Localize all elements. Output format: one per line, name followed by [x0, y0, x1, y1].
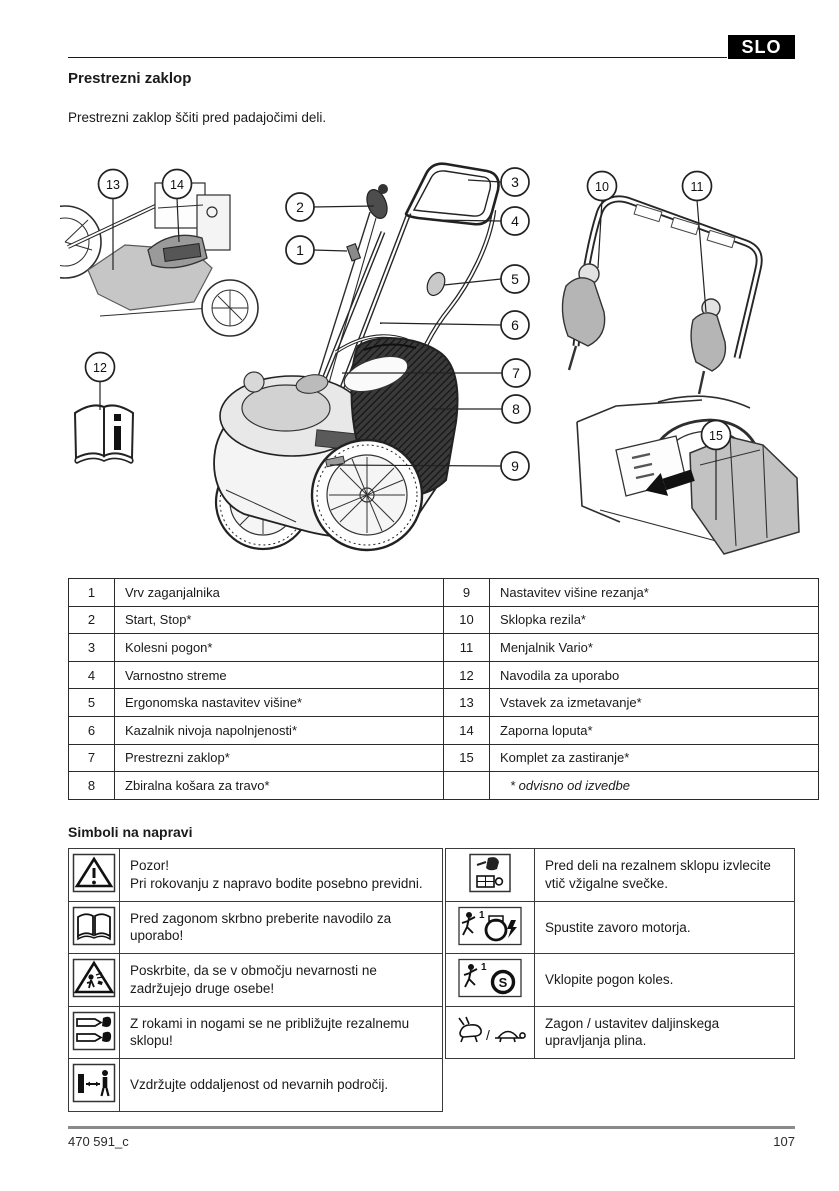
part-number: 12 [444, 661, 490, 689]
part-number: 14 [444, 716, 490, 744]
page-title: Prestrezni zaklop [68, 70, 192, 87]
part-label: Vrv zaganjalnika [115, 579, 444, 607]
parts-row [69, 716, 819, 744]
part-number: 6 [69, 716, 115, 744]
part-label: Komplet za zastiranje* [490, 744, 819, 772]
parts-row [69, 661, 819, 689]
symbol-row [69, 1059, 443, 1112]
intro-text: Prestrezni zaklop ščiti pred padajočimi deli. [68, 110, 327, 125]
svg-text:13: 13 [106, 178, 120, 192]
page-number: 107 [773, 1134, 795, 1149]
svg-text:12: 12 [93, 361, 107, 375]
part-label: Vstavek za izmetavanje* [490, 689, 819, 717]
svg-text:9: 9 [511, 458, 519, 474]
parts-table [68, 578, 819, 800]
part-label: Start, Stop* [115, 606, 444, 634]
part-number [444, 772, 490, 800]
vario-lever [691, 299, 725, 394]
part-number: 10 [444, 606, 490, 634]
svg-text:2: 2 [296, 199, 304, 215]
callout-3 [501, 168, 529, 196]
svg-text:3: 3 [511, 174, 519, 190]
part-number: 8 [69, 772, 115, 800]
svg-text:1: 1 [481, 962, 487, 974]
callout-10 [588, 172, 617, 201]
table-footnote: * odvisno od izvedbe [490, 772, 819, 800]
symbol-row [446, 901, 795, 954]
header-divider [68, 57, 727, 58]
part-number: 2 [69, 606, 115, 634]
mulch-wedge [690, 437, 799, 554]
svg-text:14: 14 [170, 178, 184, 192]
language-badge: SLO [728, 35, 795, 59]
cutting-deck-icon [69, 1006, 120, 1059]
symbol-row [69, 954, 443, 1007]
svg-text:8: 8 [512, 401, 520, 417]
distance-icon [69, 1059, 120, 1112]
symbol-text: Spustite zavoro motorja. [535, 901, 795, 954]
part-label: Prestrezni zaklop* [115, 744, 444, 772]
svg-text:5: 5 [511, 271, 519, 287]
part-label: Zaporna loputa* [490, 716, 819, 744]
main-mower-drawing [214, 164, 498, 550]
symbol-text: Vklopite pogon koles. [535, 954, 795, 1007]
part-label: Navodila za uporabo [490, 661, 819, 689]
manual-icon [69, 901, 120, 954]
symbol-row [446, 954, 795, 1007]
svg-text:10: 10 [595, 180, 609, 194]
callout-4 [501, 207, 529, 235]
part-label: Kazalnik nivoja napolnjenosti* [115, 716, 444, 744]
part-label: Zbiralna košara za travo* [115, 772, 444, 800]
part-label: Sklopka rezila* [490, 606, 819, 634]
part-label: Nastavitev višine rezanja* [490, 579, 819, 607]
part-number: 1 [69, 579, 115, 607]
symbol-text: Zagon / ustavitev daljinskega upravljanja plina. [535, 1006, 795, 1059]
symbol-row [69, 1006, 443, 1059]
symbol-text: Pozor! Pri rokovanju z napravo bodite posebno previdni. [120, 849, 443, 902]
handle-levers-inset-drawing [562, 199, 759, 394]
center-wheel [312, 440, 422, 550]
svg-text:1: 1 [479, 909, 485, 921]
symbol-row [69, 849, 443, 902]
mulch-kit-inset-drawing [577, 396, 799, 554]
symbol-row [69, 901, 443, 954]
svg-text:15: 15 [709, 429, 723, 443]
symbols-heading: Simboli na napravi [68, 824, 193, 840]
svg-text:6: 6 [511, 317, 519, 333]
part-label: Menjalnik Vario* [490, 634, 819, 662]
throttle-icon [446, 1006, 535, 1059]
footer-divider [68, 1126, 795, 1129]
height-adjust-joint [424, 270, 448, 298]
svg-text:1: 1 [296, 242, 304, 258]
callout-15 [702, 421, 731, 450]
symbol-row [446, 849, 795, 902]
part-number: 7 [69, 744, 115, 772]
parts-row [69, 634, 819, 662]
callout-6 [501, 311, 529, 339]
parts-row [69, 606, 819, 634]
manual-book-icon [75, 405, 133, 463]
spark-plug-icon [446, 849, 535, 902]
symbol-text: Pred deli na rezalnem sklopu izvlecite vtič vžigalne svečke. [535, 849, 795, 902]
callout-14 [163, 170, 192, 199]
symbol-text: Pred zagonom skrbno preberite navodilo za uporabo! [120, 901, 443, 954]
part-label: Varnostno streme [115, 661, 444, 689]
callout-12 [86, 353, 115, 382]
part-number: 4 [69, 661, 115, 689]
document-code: 470 591_c [68, 1134, 129, 1149]
symbol-text: Poskrbite, da se v območju nevarnosti ne zadržujejo druge osebe! [120, 954, 443, 1007]
parts-row [69, 772, 819, 800]
bystanders-icon [69, 954, 120, 1007]
callout-2 [286, 193, 314, 221]
part-label: Ergonomska nastavitev višine* [115, 689, 444, 717]
motor-brake-icon [446, 901, 535, 954]
symbol-text: Vzdržujte oddaljenost od nevarnih področij. [120, 1059, 443, 1112]
parts-row [69, 579, 819, 607]
discharge-inset-drawing [60, 183, 258, 336]
part-number: 13 [444, 689, 490, 717]
part-number: 9 [444, 579, 490, 607]
svg-text:7: 7 [512, 365, 520, 381]
parts-row [69, 689, 819, 717]
warning-icon [69, 849, 120, 902]
callout-1 [286, 236, 314, 264]
part-number: 3 [69, 634, 115, 662]
svg-text:11: 11 [690, 180, 704, 194]
symbols-table-left [68, 848, 443, 1112]
symbol-row [446, 1006, 795, 1059]
callout-9 [501, 452, 529, 480]
part-number: 5 [69, 689, 115, 717]
svg-text:4: 4 [511, 213, 519, 229]
svg-text:/: / [486, 1026, 490, 1043]
symbol-text: Z rokami in nogami se ne približujte rezalnemu sklopu! [120, 1006, 443, 1059]
part-number: 11 [444, 634, 490, 662]
part-label: Kolesni pogon* [115, 634, 444, 662]
callout-11 [683, 172, 712, 201]
starter-grip [347, 244, 361, 261]
svg-text:S: S [498, 975, 508, 991]
part-number: 15 [444, 744, 490, 772]
parts-row [69, 744, 819, 772]
wheel-drive-icon [446, 954, 535, 1007]
callout-13 [99, 170, 128, 199]
blade-clutch-lever [562, 264, 604, 370]
symbols-table-right [445, 848, 795, 1059]
mower-diagram [60, 150, 800, 570]
callout-5 [501, 265, 529, 293]
callout-8 [502, 395, 530, 423]
callout-7 [502, 359, 530, 387]
